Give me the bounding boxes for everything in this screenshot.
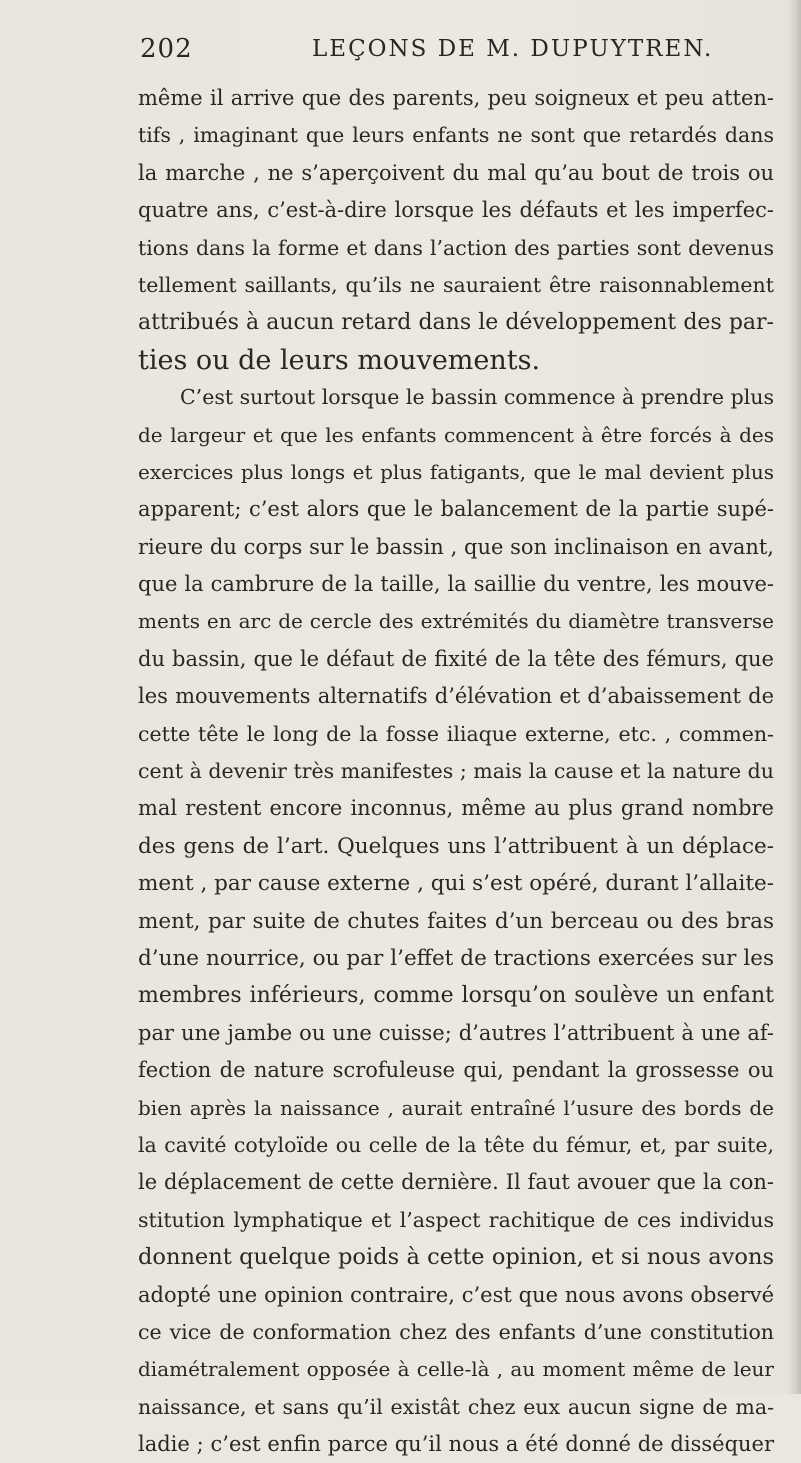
text-line: des gens de l’art. Quelques uns l’attribuent à un déplace-	[138, 833, 774, 859]
text-line: diamétralement opposée à celle-là , au moment même de leur	[138, 1357, 774, 1382]
text-line: bien après la naissance , aurait entraîné l’usure des bords de	[138, 1095, 774, 1120]
text-line: ments en arc de cercle des extrémités du diamètre transverse	[138, 609, 774, 634]
text-line: d’une nourrice, ou par l’effet de tractions exercées sur les	[138, 945, 774, 971]
text-line: exercices plus longs et plus fatigants, que le mal devient plus	[138, 459, 774, 484]
text-line: membres inférieurs, comme lorsqu’on soulève un enfant	[138, 983, 774, 1009]
page-header	[140, 34, 780, 70]
text-line: quatre ans, c’est-à-dire lorsque les défauts et les imperfec-	[138, 198, 774, 223]
text-line: ment, par suite de chutes faites d’un berceau ou des bras	[138, 908, 774, 934]
text-line: C’est surtout lorsque le bassin commence à prendre plus	[180, 385, 774, 410]
text-line: fection de nature scrofuleuse qui, pendant la grossesse ou	[138, 1058, 774, 1083]
text-line: ties ou de leurs mouvements.	[138, 344, 541, 376]
text-line: ladie ; c’est enfin parce qu’il nous a été donné de disséquer	[138, 1432, 774, 1457]
text-line: cent à devenir très manifestes ; mais la cause et la nature du	[138, 759, 774, 784]
text-line: donnent quelque poids à cette opinion, et si nous avons	[138, 1244, 774, 1271]
text-line: tifs , imaginant que leurs enfants ne sont que retardés dans	[138, 123, 774, 148]
text-line: par une jambe ou une cuisse; d’autres l’attribuent à une af-	[138, 1020, 774, 1045]
text-line: la cavité cotyloïde ou celle de la tête du fémur, et, par suite,	[138, 1132, 774, 1157]
text-line: adopté une opinion contraire, c’est que nous avons observé	[138, 1282, 774, 1307]
text-line: naissance, et sans qu’il existât chez eux aucun signe de ma-	[138, 1394, 774, 1419]
text-line: la marche , ne s’aperçoivent du mal qu’au bout de trois ou	[138, 160, 774, 185]
text-line: que la cambrure de la taille, la saillie du ventre, les mouve-	[138, 572, 774, 597]
page-number: 202	[140, 34, 193, 64]
text-line: même il arrive que des parents, peu soigneux et peu atten-	[138, 86, 774, 110]
text-line: ce vice de conformation chez des enfants d’une constitution	[138, 1319, 774, 1344]
page-edge-shadow	[787, 0, 801, 1394]
text-line: le déplacement de cette dernière. Il faut avouer que la con-	[138, 1170, 774, 1195]
text-line: tions dans la forme et dans l’action des parties sont devenus	[138, 235, 774, 260]
text-line: rieure du corps sur le bassin , que son inclinaison en avant,	[138, 534, 774, 559]
text-line: les mouvements alternatifs d’élévation et d’abaissement de	[138, 684, 774, 709]
body-text	[138, 80, 774, 1463]
text-line: de largeur et que les enfants commencent à être forcés à des	[138, 422, 774, 447]
text-line: cette tête le long de la fosse iliaque externe, etc. , commen-	[138, 721, 774, 746]
text-line: apparent; c’est alors que le balancement de la partie supé-	[138, 497, 774, 522]
text-line: stitution lymphatique et l’aspect rachitique de ces individus	[138, 1207, 774, 1232]
text-line: du bassin, que le défaut de fixité de la tête des fémurs, que	[138, 646, 774, 671]
text-line: attribués à aucun retard dans le développement des par-	[138, 310, 774, 336]
running-head: LEÇONS DE M. DUPUYTREN.	[312, 36, 714, 62]
text-line: tellement saillants, qu’ils ne sauraient être raisonnablement	[138, 272, 774, 297]
text-line: ment , par cause externe , qui s’est opéré, durant l’allaite-	[138, 871, 774, 897]
text-line: mal restent encore inconnus, même au plus grand nombre	[138, 796, 774, 821]
